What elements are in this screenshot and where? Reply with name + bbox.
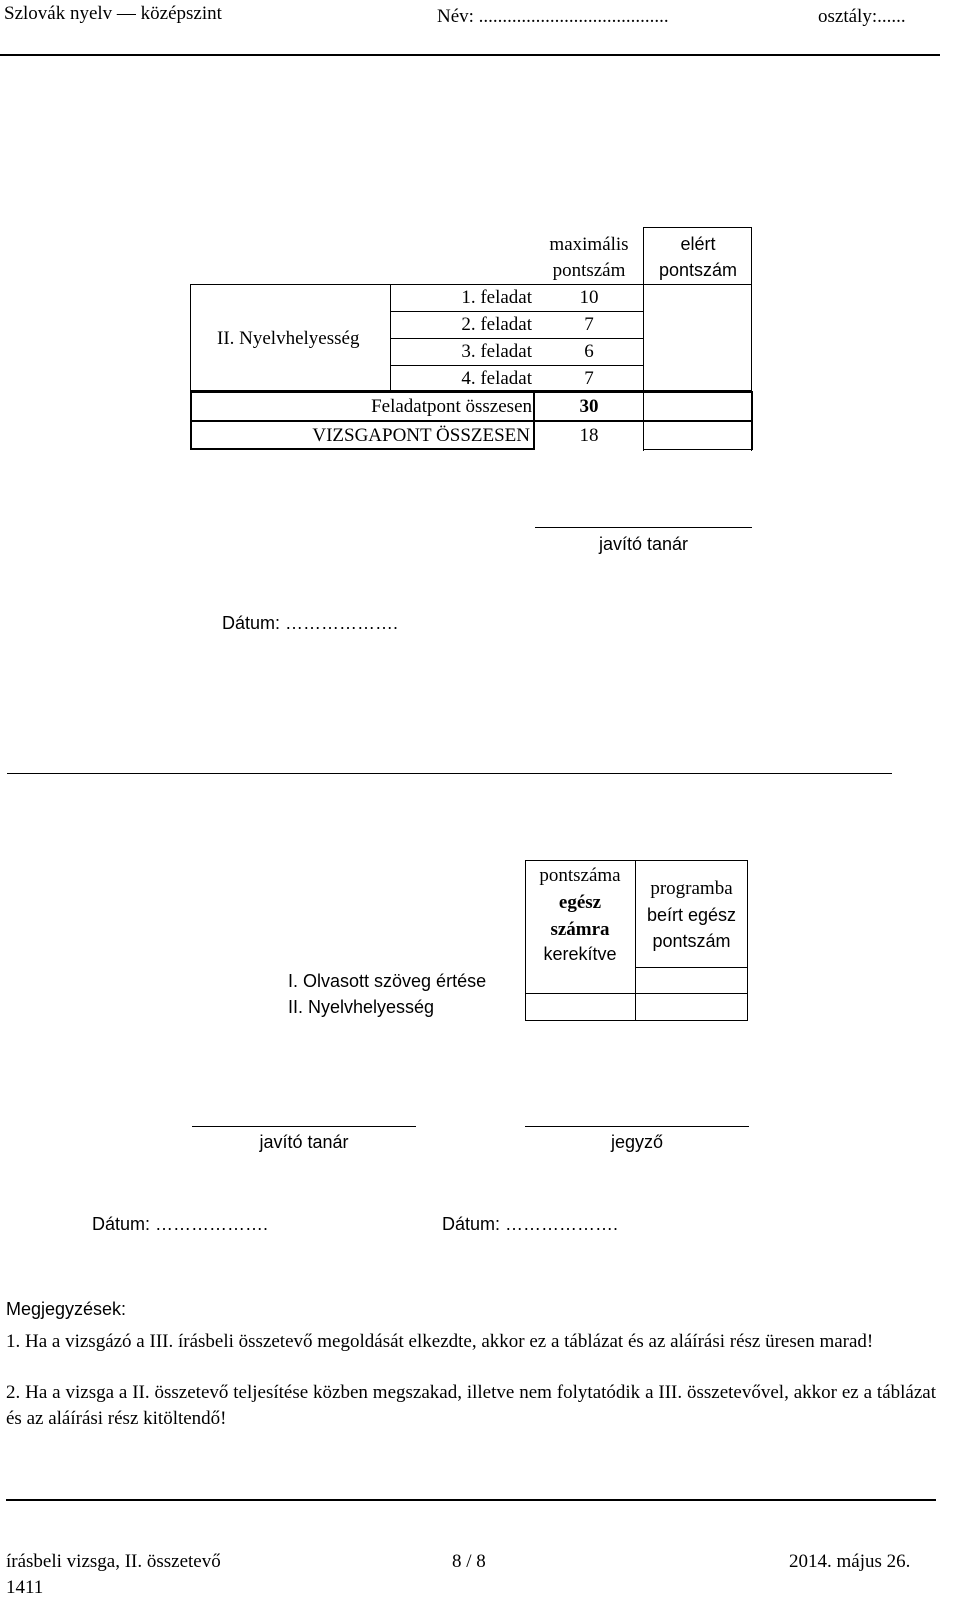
total-label: Feladatpont összesen: [371, 396, 532, 417]
summary-col1-line1: pontszáma: [539, 865, 621, 886]
exam-total-label: VIZSGAPONT ÖSSZESEN: [312, 425, 530, 446]
signature-role-teacher: javító tanár: [259, 1132, 349, 1152]
section-divider: [7, 773, 892, 774]
summary-col2-line1: programba: [650, 878, 733, 899]
task-label-1: 1. feladat: [461, 287, 532, 308]
exam-total-max: 18: [579, 425, 599, 446]
signature-date-registrar: Dátum: ……………….: [442, 1214, 619, 1234]
signature-line-1: [535, 527, 752, 528]
signature-role-1: javító tanár: [598, 534, 689, 554]
summary-col1-line2: egész: [558, 892, 602, 913]
header-subject: Szlovák nyelv — középszint: [4, 3, 222, 24]
footer-left: írásbeli vizsga, II. összetevő: [6, 1551, 221, 1572]
task-max-4: 7: [584, 368, 594, 389]
task-max-2: 7: [584, 314, 594, 335]
summary-row1-label: I. Olvasott szöveg értése: [288, 971, 487, 991]
footer-date: 2014. május 26.: [789, 1551, 911, 1572]
signature-date-1: Dátum: ……………….: [222, 613, 399, 633]
header-name-field: Név: ........................................: [437, 6, 669, 27]
summary-col2-line2: beírt egész: [646, 905, 737, 925]
col-achieved-line2: pontszám: [658, 260, 738, 280]
signature-line-teacher: [192, 1126, 416, 1127]
note-2: 2. Ha a vizsga a II. összetevő teljesítése közben megszakad, illetve nem folytatódik a III. összetevővel, akkor ez a táblázat és az aláírási rész kitöltendő!: [6, 1382, 936, 1429]
task-label-3: 3. feladat: [461, 341, 532, 362]
col-max-line2: pontszám: [552, 260, 626, 281]
signature-role-registrar: jegyző: [610, 1132, 664, 1152]
footer-rule: [6, 1499, 936, 1501]
header-rule: [0, 54, 940, 56]
col-max-line1: maximális: [549, 234, 629, 255]
note-1: 1. Ha a vizsgázó a III. írásbeli összetevő megoldását elkezdte, akkor ez a táblázat és az aláírási rész üresen marad!: [6, 1331, 874, 1352]
footer-code: 1411: [6, 1577, 44, 1598]
notes-title: Megjegyzések:: [6, 1299, 127, 1319]
col-achieved-line1: elért: [680, 234, 716, 254]
signature-date-teacher: Dátum: ……………….: [92, 1214, 269, 1234]
signature-line-registrar: [525, 1126, 749, 1127]
task-max-1: 10: [579, 287, 599, 308]
task-label-4: 4. feladat: [461, 368, 532, 389]
section-label: II. Nyelvhelyesség: [217, 328, 360, 349]
summary-row2-label: II. Nyelvhelyesség: [288, 997, 435, 1017]
task-max-3: 6: [584, 341, 594, 362]
summary-col1-line4: kerekítve: [543, 944, 617, 964]
summary-col2-line3: pontszám: [652, 931, 731, 951]
task-label-2: 2. feladat: [461, 314, 532, 335]
total-max: 30: [579, 396, 599, 417]
footer-page: 8 / 8: [452, 1551, 486, 1572]
header-class-field: osztály:......: [818, 6, 906, 27]
summary-col1-line3: számra: [550, 919, 610, 940]
